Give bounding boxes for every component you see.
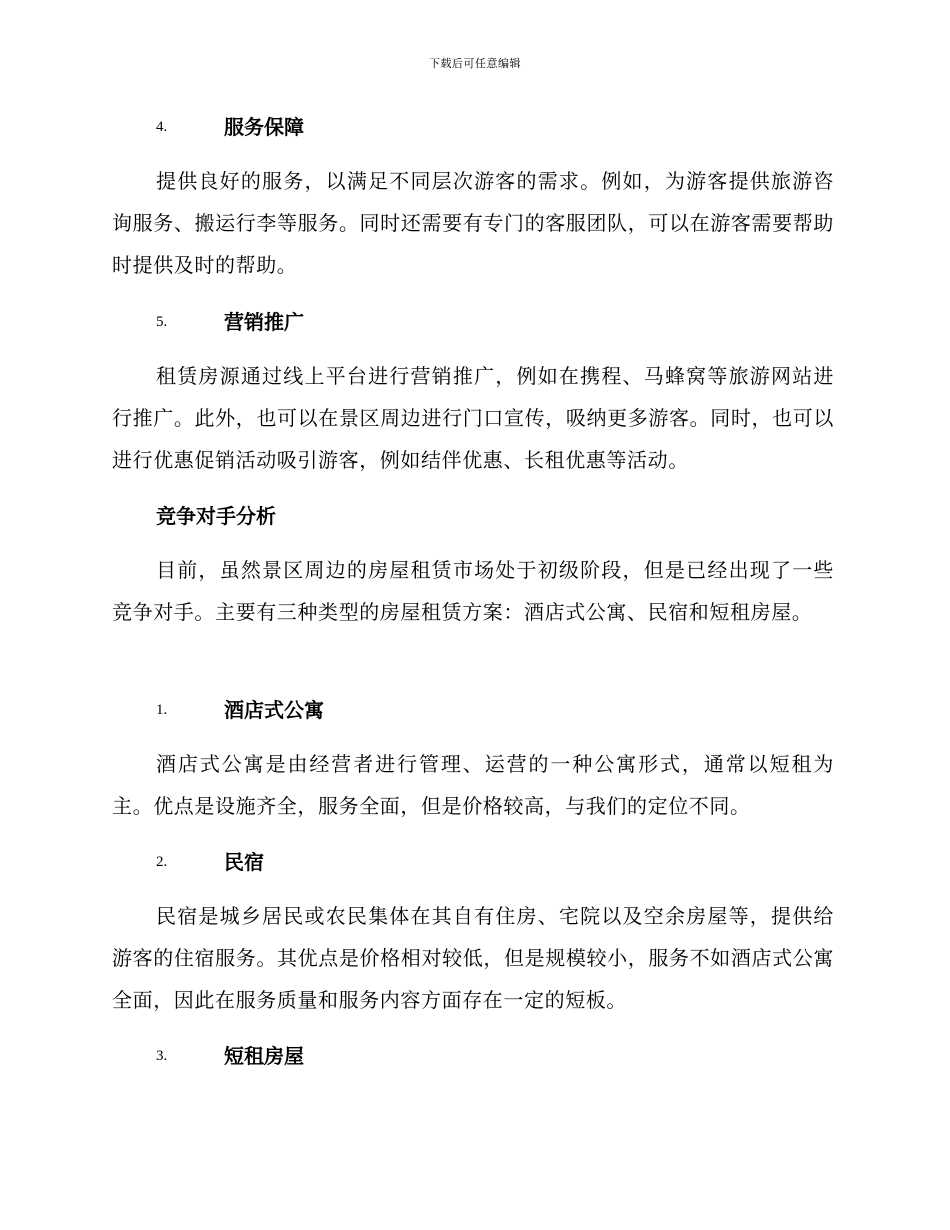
paragraph-competitor: 目前，虽然景区周边的房屋租赁市场处于初级阶段，但是已经出现了一些竞争对手。主要有三种类型的房屋租赁方案：酒店式公寓、民宿和短租房屋。 [112,558,834,624]
heading-number: 2. [156,854,168,870]
section-heading-short-rental [156,1041,304,1071]
section-heading-hotel-apartment [156,695,324,725]
paragraph-marketing: 租赁房源通过线上平台进行营销推广，例如在携程、马蜂窝等旅游网站进行推广。此外，也可以在景区周边进行门口宣传，吸纳更多游客。同时，也可以进行优惠促销活动吸引游客，例如结伴优惠、长租优惠等活动。 [112,364,834,472]
heading-title: 服务保障 [224,115,304,139]
paragraph-service: 提供良好的服务，以满足不同层次游客的需求。例如，为游客提供旅游咨询服务、搬运行李等服务。同时还需要有专门的客服团队，可以在游客需要帮助时提供及时的帮助。 [112,169,834,277]
heading-title: 短租房屋 [224,1044,304,1068]
heading-number: 1. [156,702,168,718]
section-heading-marketing [156,307,304,337]
heading-title: 营销推广 [224,310,304,334]
section-heading-service [156,112,304,142]
heading-title: 竞争对手分析 [156,504,276,528]
paragraph-hotel-apartment: 酒店式公寓是由经营者进行管理、运营的一种公寓形式，通常以短租为主。优点是设施齐全，服务全面，但是价格较高，与我们的定位不同。 [112,752,834,818]
heading-title: 民宿 [224,850,264,874]
paragraph-homestay: 民宿是城乡居民或农民集体在其自有住房、宅院以及空余房屋等，提供给游客的住宿服务。其优点是价格相对较低，但是规模较小，服务不如酒店式公寓全面，因此在服务质量和服务内容方面存在一定的短板。 [112,904,834,1012]
section-heading-homestay [156,847,264,877]
heading-title: 酒店式公寓 [224,698,324,722]
heading-number: 4. [156,119,168,135]
heading-number: 5. [156,314,168,330]
page-header: 下载后可任意编辑 [429,57,521,70]
heading-number: 3. [156,1048,168,1064]
section-heading-competitor [156,501,276,531]
